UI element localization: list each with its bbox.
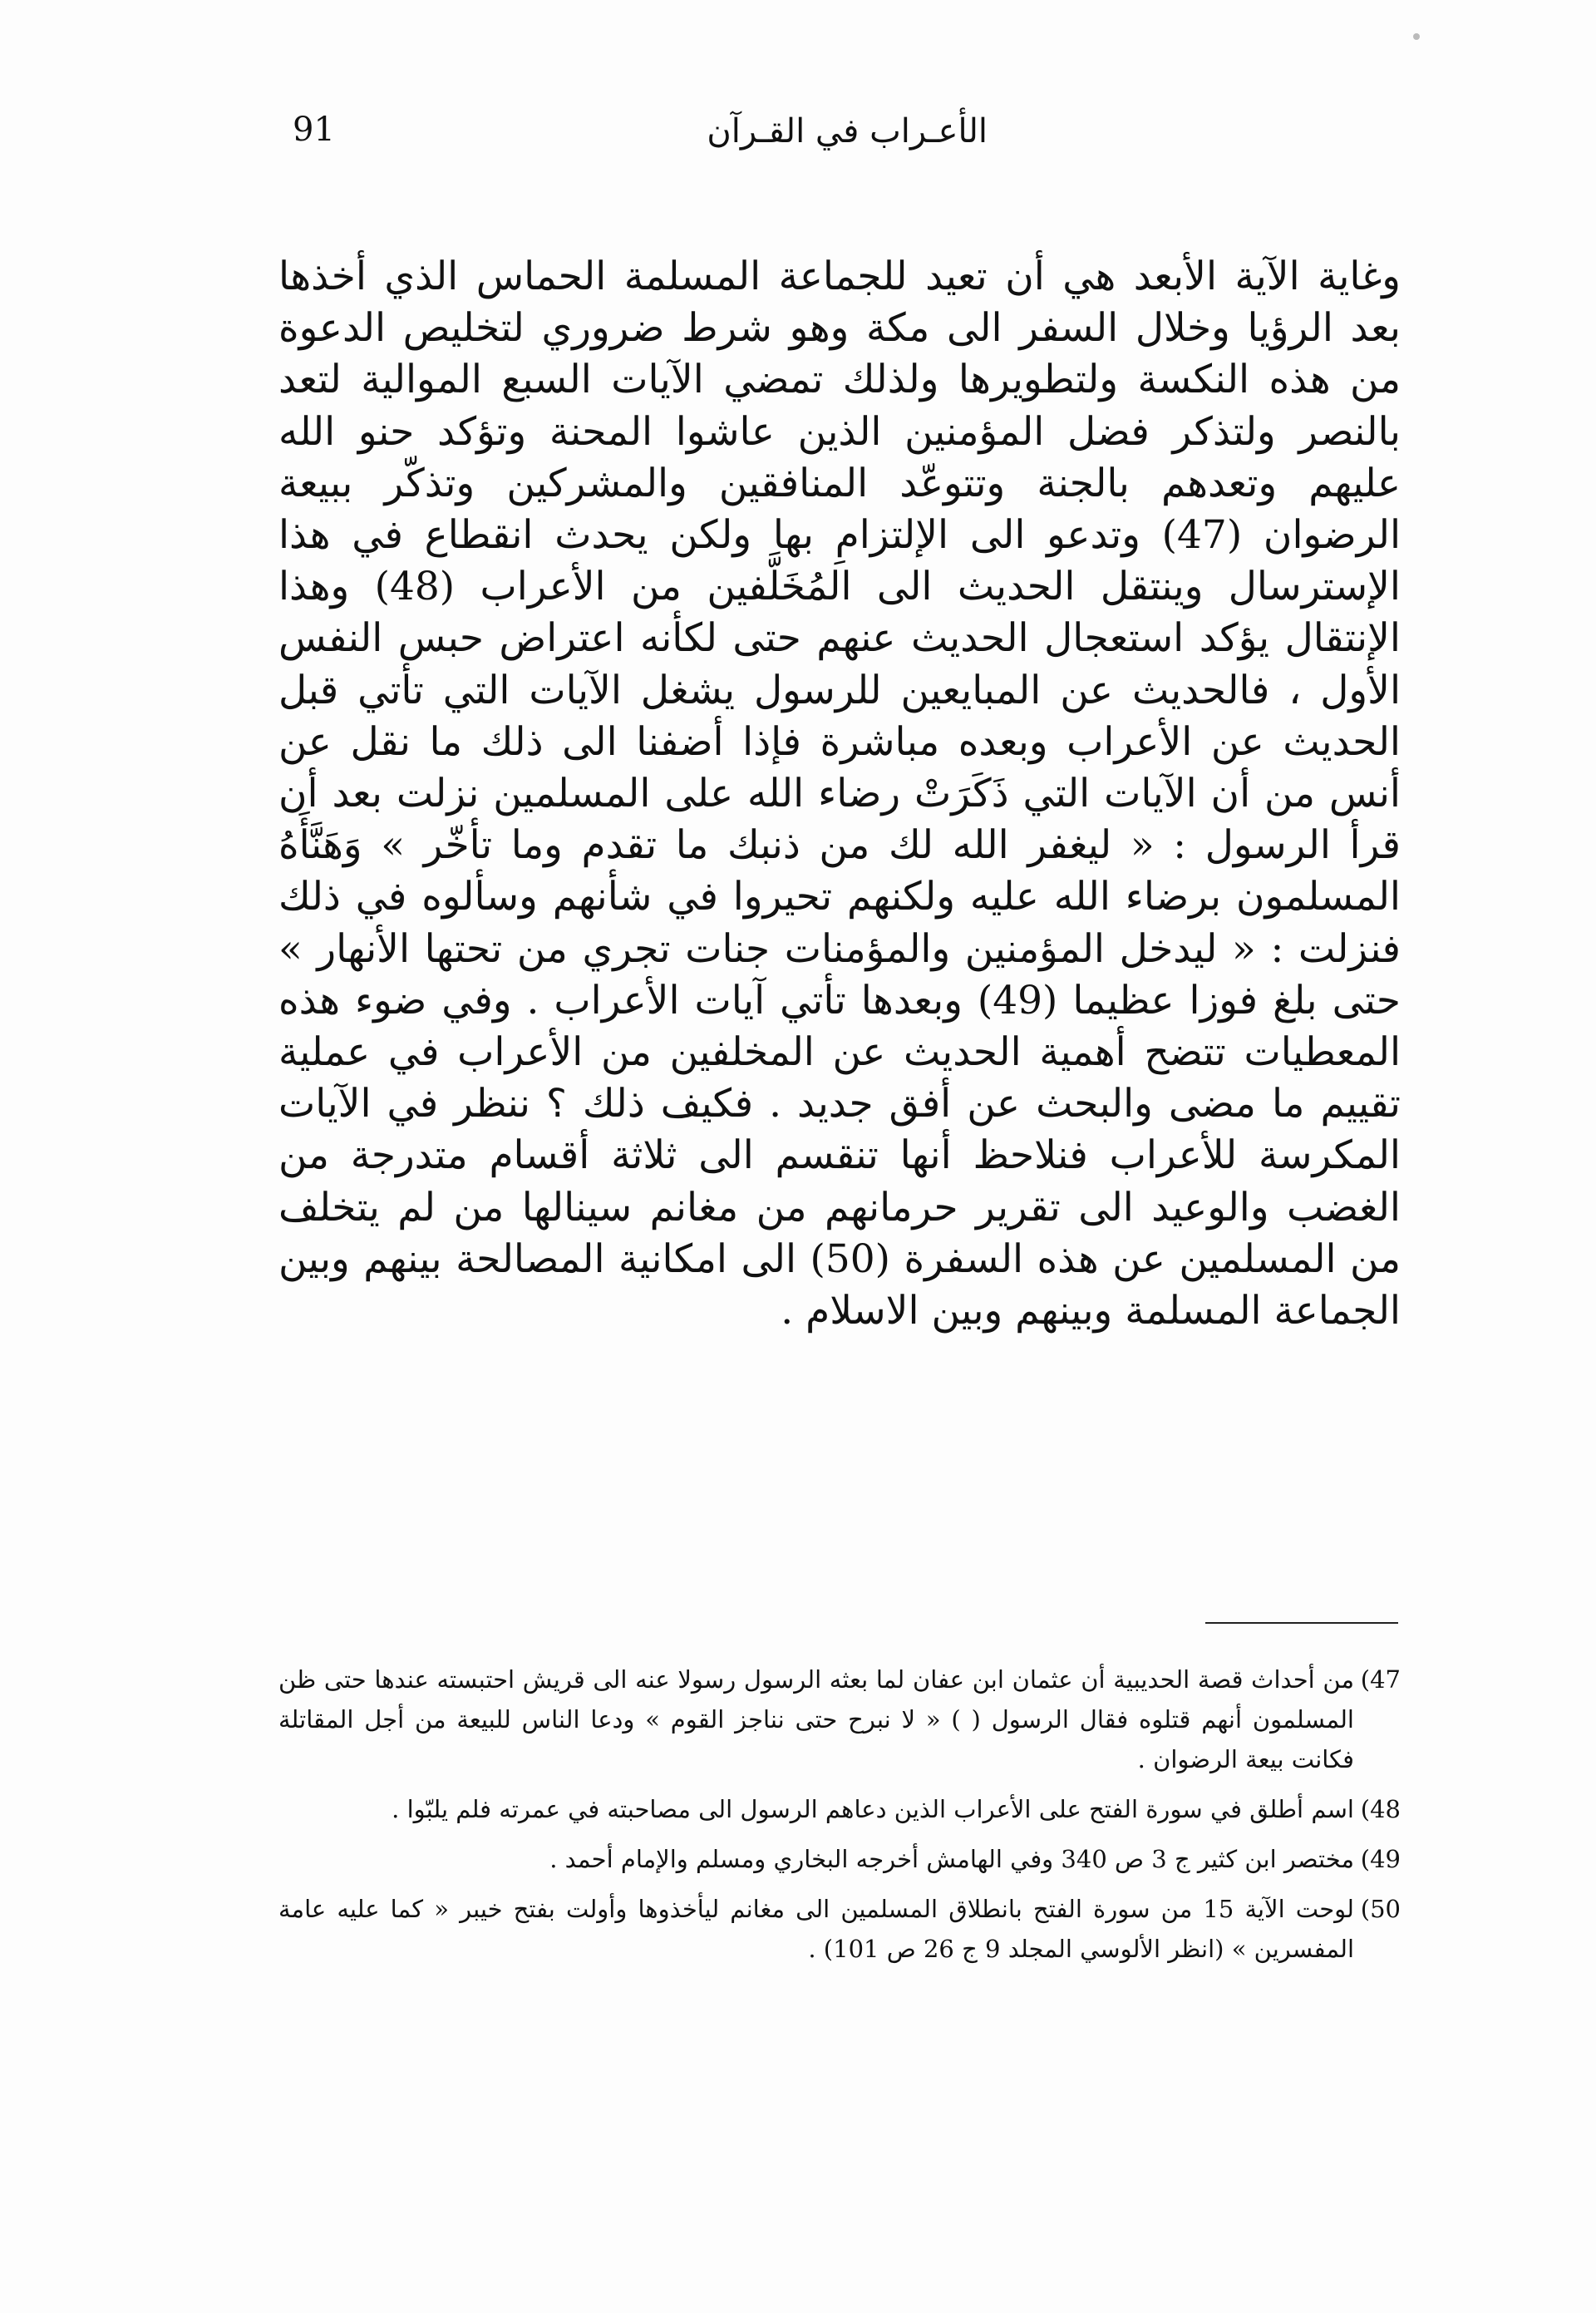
footnote-text: من أحداث قصة الحديبية أن عثمان ابن عفان لما بعثه الرسول رسولا عنه الى قريش احتبسته عندها حتى ظن المسلمون أنهم قتلوه فقال الرسول ( ) « لا نبرح حتى نناجز القوم » ودعا الناس للبيعة من أجل المقاتلة فكانت بيعة الرضوان . <box>278 1665 1354 1773</box>
scan-dust-mark <box>1413 33 1420 40</box>
footnote-48 <box>278 1789 1401 1829</box>
footnote-49 <box>278 1839 1401 1879</box>
footnote-text: اسم أطلق في سورة الفتح على الأعراب الذين دعاهم الرسول الى مصاحبته في عمرته فلم يلبّوا . <box>392 1795 1354 1823</box>
footnote-50 <box>278 1889 1401 1969</box>
footnote-text: لوحت الآية 15 من سورة الفتح بانطلاق المسلمين الى مغانم ليأخذوها وأولت بفتح خيبر « كما عليه عامة المفسرين » (انظر الألوسي المجلد 9 ج 26 ص 101) . <box>278 1895 1354 1963</box>
running-title: الأعـراب في القـرآن <box>707 112 988 150</box>
footnote-number: 47) <box>1360 1665 1401 1694</box>
footnote-number: 48) <box>1360 1795 1401 1823</box>
main-paragraph: وغاية الآية الأبعد هي أن تعيد للجماعة المسلمة الحماس الذي أخذها بعد الرؤيا وخلال السفر الى مكة وهو شرط ضروري لتخليص الدعوة من هذه النكسة ولتطويرها ولذلك تمضي الآيات السبع الموالية لتعد بالنصر ولتذكر فضل المؤمنين الذين عاشوا المحنة وتؤكد حنو الله عليهم وتعدهم بالجنة وتتوعّد المنافقين والمشركين وتذكّر ببيعة الرضوان (47) وتدعو الى الإلتزامِ بها ولكن يحدث انقطاع في هذا الإسترسال وينتقل الحديث الى المُخَلَّفين من الأعراب (48) وهذا الإنتقال يؤكد استعجال الحديث عنهم حتى لكأنه اعتراض حبس النفس الأول ، فالحديث عن المبايعين للرسول يشغل الآيات التي تأتي قبل الحديث عن الأعراب وبعده مباشرة فإذا أضفنا الى ذلك ما نقل عن أنس من أن الآيات التي ذَكَرَتْ رضاء الله على المسلمين نزلت بعد أن قرأ الرسول : « ليغفر الله لك من ذنبك ما تقدم وما تأخّر » وَهَنَّأَهُ المسلمون برضاء الله عليه ولكنهم تحيروا في شأنهم وسألوه في ذلك فنزلت : « ليدخل المؤمنين والمؤمنات جنات تجري من تحتها الأنهار » حتى بلغ فوزا عظيما (49) وبعدها تأتي آيات الأعراب . وفي ضوء هذه المعطيات تتضح أهمية الحديث عن المخلفين من الأعراب في عملية تقييم ما مضى والبحث عن أفق جديد . فكيف ذلك ؟ ننظر في الآيات المكرسة للأعراب فنلاحظ أنها تنقسم الى ثلاثة أقسام متدرجة من الغضب والوعيد الى تقرير حرمانهم من مغانم سينالها من لم يتخلف من المسلمين عن هذه السفرة (50) الى امكانية المصالحة بينهم وبين الجماعة المسلمة وبينهم وبين الاسلام . <box>278 254 1401 1334</box>
footnote-47 <box>278 1660 1401 1779</box>
footnote-number: 49) <box>1360 1845 1401 1873</box>
footnote-number: 50) <box>1360 1895 1401 1923</box>
footnote-divider <box>1205 1622 1398 1624</box>
footnote-text: مختصر ابن كثير ج 3 ص 340 وفي الهامش أخرجه البخاري ومسلم والإمام أحمد . <box>549 1845 1354 1873</box>
footnotes-section <box>278 1660 1401 1979</box>
page-number: 91 <box>293 111 335 149</box>
